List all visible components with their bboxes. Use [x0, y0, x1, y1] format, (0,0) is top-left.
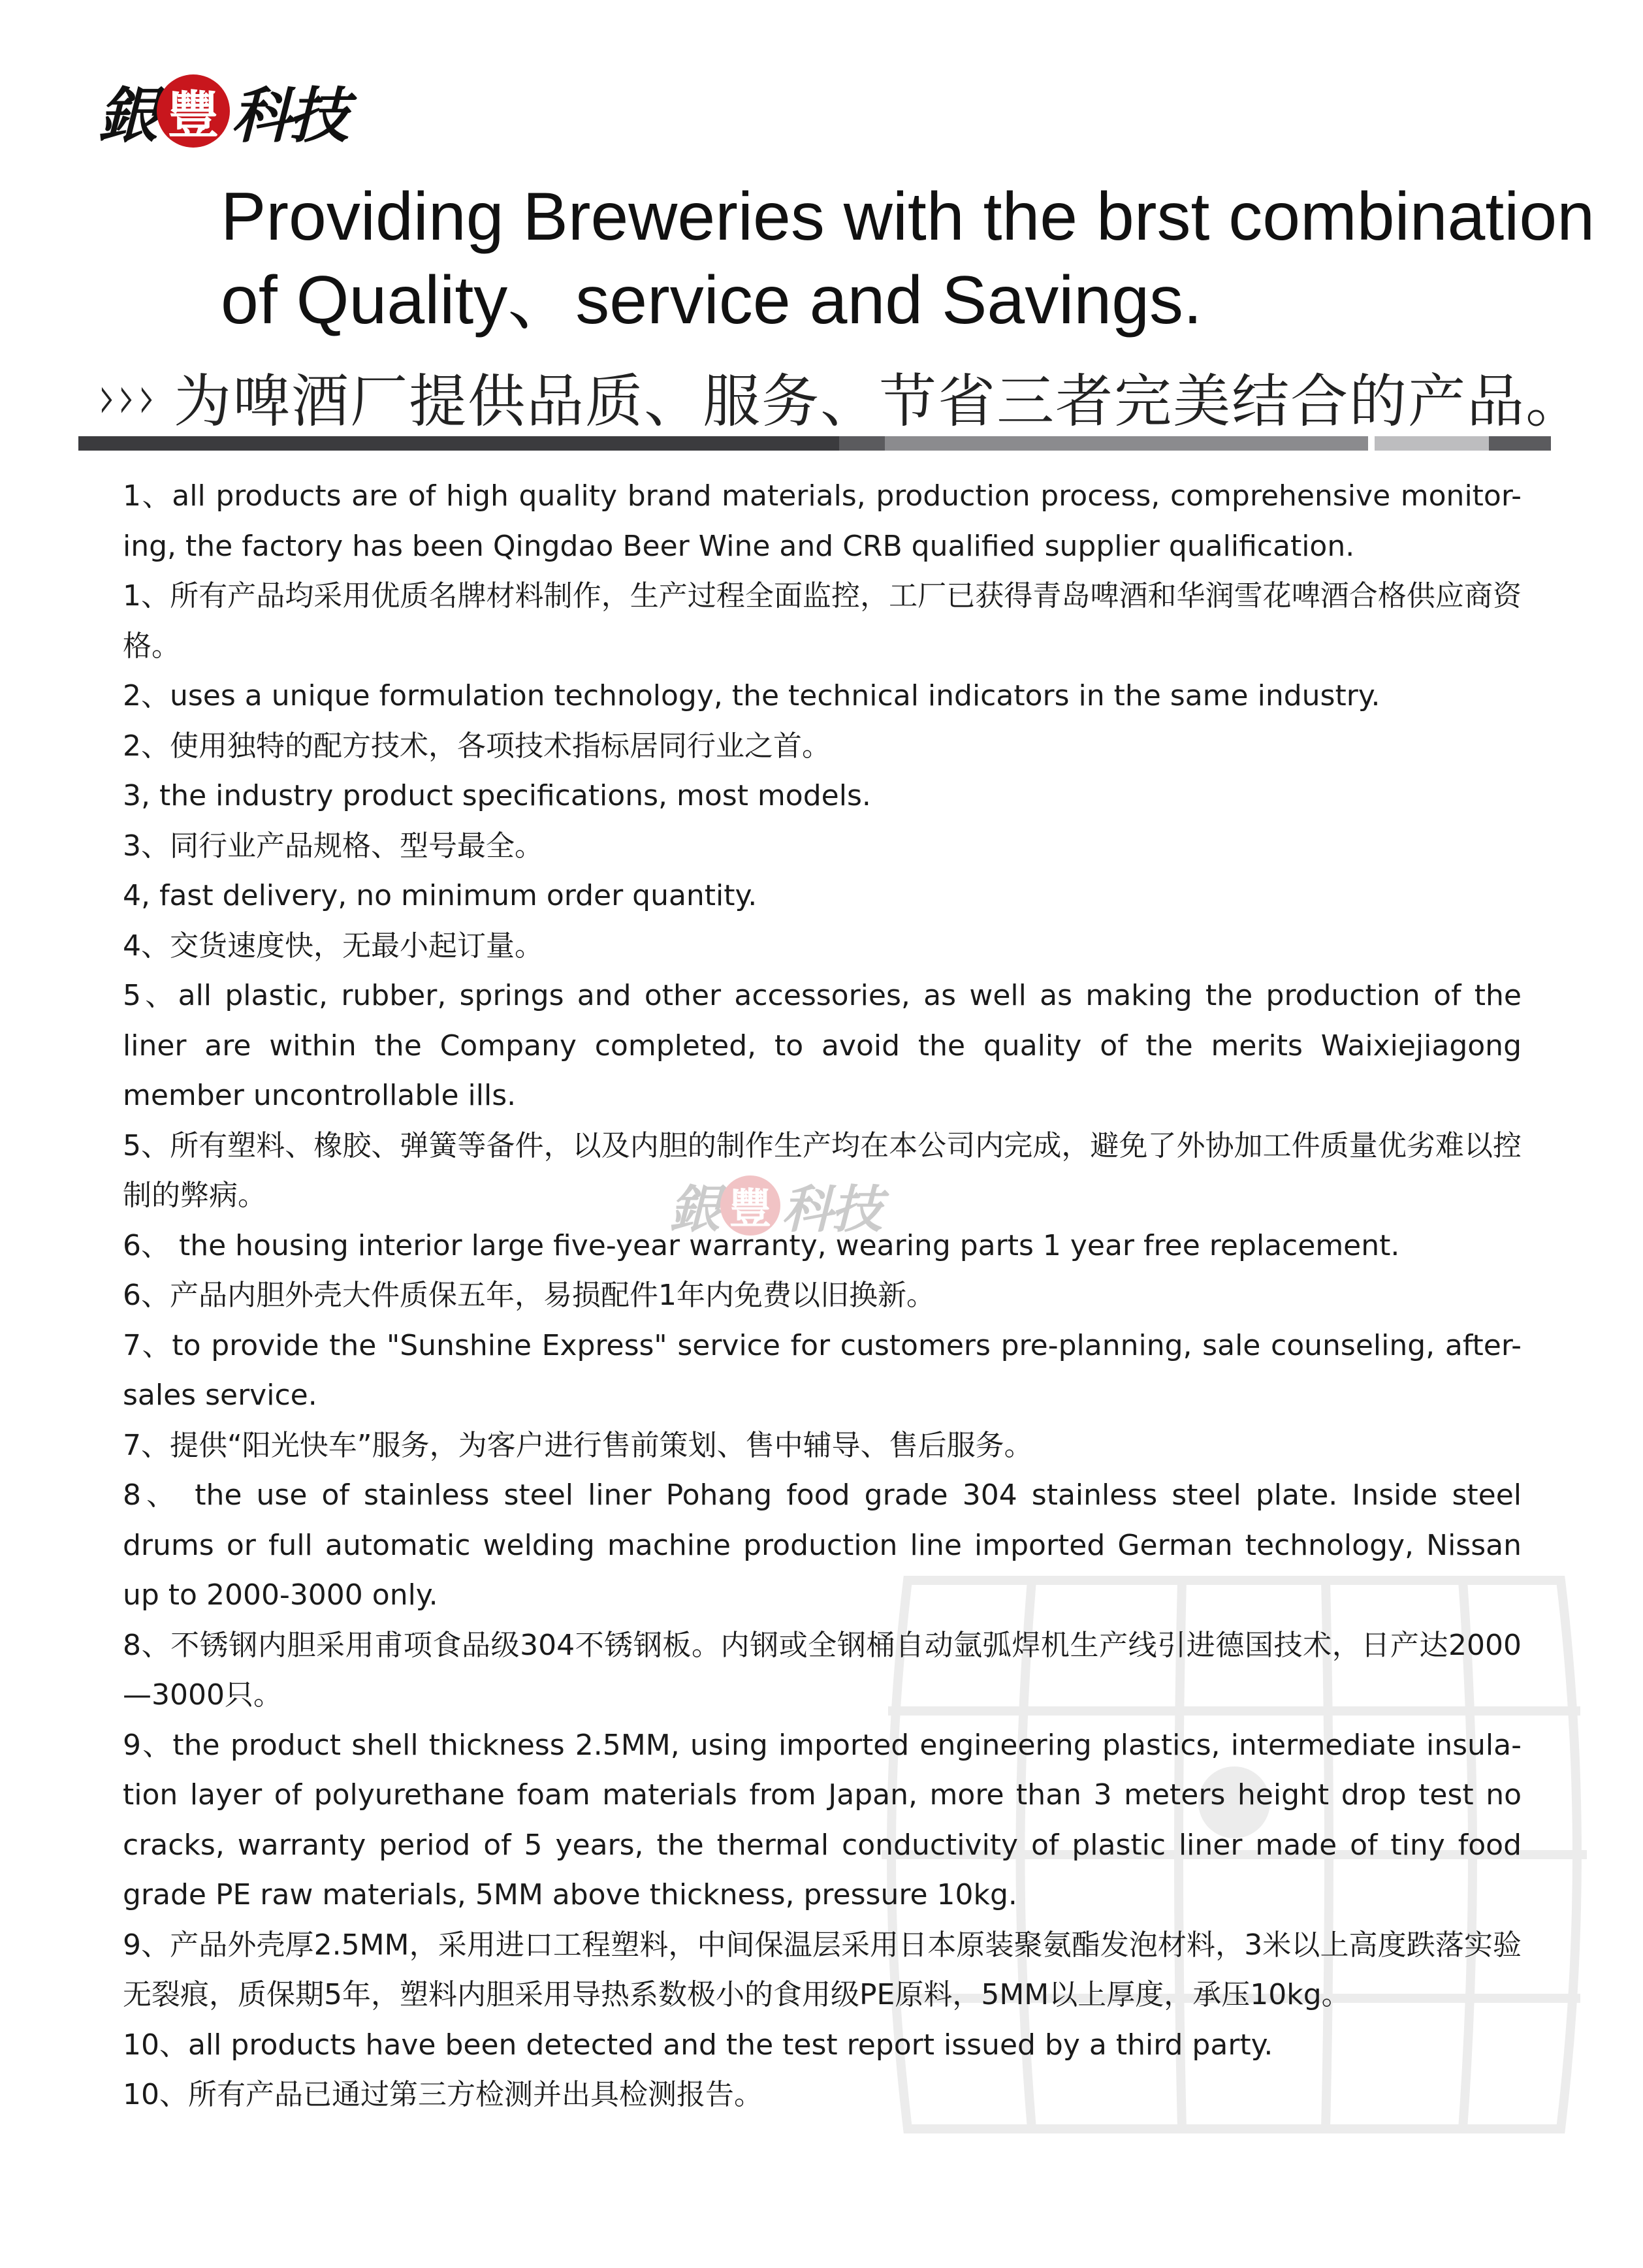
list-item: 7、to provide the "Sunshine Express" service for customers pre-planning, sale counseling, after-sales service. [123, 1328, 1522, 1412]
logo-watermark: 銀 豐 科技 [669, 1169, 881, 1242]
list-item: 1、所有产品均采用优质名牌材料制作，生产过程全面监控，工厂已获得青岛啤酒和华润雪花啤酒合格供应商资格。 [123, 579, 1522, 663]
list-item: 6、产品内胆外壳大件质保五年，易损配件1年内免费以旧换新。 [123, 1279, 935, 1312]
list-item: 10、all products have been detected and the test report issued by a third party. [123, 2028, 1273, 2062]
company-logo [98, 72, 346, 150]
subheading-text: 为啤酒厂提供品质、服务、节省三者完美结合的产品。 [174, 368, 1585, 435]
list-item: 4, fast delivery, no minimum order quantity. [123, 879, 758, 912]
feature-list [123, 471, 1522, 2120]
list-item: 7、提供“阳光快车”服务，为客户进行售前策划、售中辅导、售后服务。 [123, 1428, 1033, 1462]
list-item: 5、all plastic, rubber, springs and other accessories, as well as making the production of the liner are within the Company completed, to avoid the quality of the merits Waixiejiagong member uncontrollable ills. [123, 979, 1522, 1112]
list-item: 3、同行业产品规格、型号最全。 [123, 829, 543, 863]
list-item: 10、所有产品已通过第三方检测并出具检测报告。 [123, 2078, 763, 2111]
list-item: 2、uses a unique formulation technology, the technical indicators in the same industry. [123, 679, 1380, 712]
tagline-heading: Providing Breweries with the brst combination of Quality、service and Savings. [221, 179, 1595, 338]
list-item: 6、 the housing interior large five-year warranty, wearing parts 1 year free replacement. [123, 1228, 1400, 1262]
logo-char-yin: 銀 [98, 80, 156, 151]
list-item: 5、所有塑料、橡胶、弹簧等备件，以及内胆的制作生产均在本公司内完成，避免了外协加工件质量优劣难以控制的弊病。 [123, 1128, 1522, 1212]
list-item: 4、交货速度快，无最小起订量。 [123, 929, 543, 963]
list-item: 8、不锈钢内胆采用甫项食品级304不锈钢板。内钢或全钢桶自动氩弧焊机生产线引进德国技术，日产达2000—3000只。 [123, 1628, 1522, 1712]
list-item: 9、产品外壳厚2.5MM，采用进口工程塑料，中间保温层采用日本原装聚氨酯发泡材料，3米以上高度跌落实验无裂痕，质保期5年，塑料内胆采用导热系数极小的食用级PE原料，5MM以上厚度，承压10kg。 [123, 1928, 1522, 2011]
logo-seal: 豐 [157, 74, 230, 148]
chevron-arrows-icon: › › › [98, 360, 156, 434]
chinese-subheading [95, 356, 1584, 438]
list-item: 3, the industry product specifications, most models. [123, 779, 871, 812]
list-item: 9、the product shell thickness 2.5MM, using imported engineering plastics, intermediate insula-tion layer of polyurethane foam materials from Japan, more than 3 meters height drop test no cracks, warranty period of 5 years, the thermal conductivity of plastic liner made of tiny food grade PE raw materials, 5MM above thickness, pressure 10kg. [123, 1728, 1522, 1911]
list-item: 2、使用独特的配方技术，各项技术指标居同行业之首。 [123, 729, 831, 763]
header-divider-bar [78, 436, 1551, 451]
list-item: 8、 the use of stainless steel liner Pohang food grade 304 stainless steel plate. Inside steel drums or full automatic welding machine production line imported German technology, Nissan up to 2000-3000 only. [123, 1478, 1522, 1612]
list-item: 1、all products are of high quality brand materials, production process, comprehensive monitor-ing, the factory has been Qingdao Beer Wine and CRB qualified supplier qualification. [123, 479, 1522, 563]
logo-char-keji: 科技 [231, 80, 347, 151]
